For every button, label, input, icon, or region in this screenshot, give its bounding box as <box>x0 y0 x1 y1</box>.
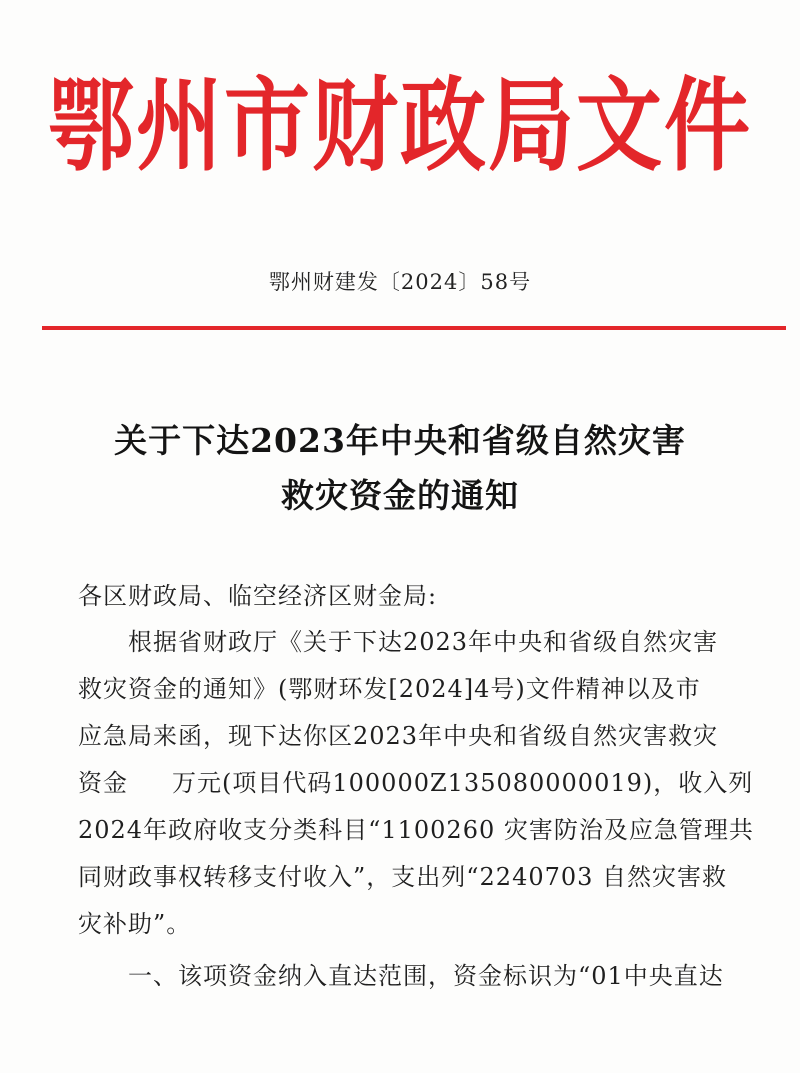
body-line: 救灾资金的通知》(鄂财环发[2024]4号)文件精神以及市 <box>78 675 701 703</box>
notice-title-line-1: 关于下达2023年中央和省级自然灾害 <box>114 421 686 460</box>
body-line: 2024年政府收支分类科目“1100260 灾害防治及应急管理共 <box>78 816 754 844</box>
red-divider-line <box>42 326 786 330</box>
body-line: 应急局来函，现下达你区2023年中央和省级自然灾害救灾 <box>78 722 719 750</box>
body-text-fragment: 万元(项目代码100000Z135080000019)，收入列 <box>172 769 754 797</box>
notice-title-line-2: 救灾资金的通知 <box>281 476 519 515</box>
salutation: 各区财政局、临空经济区财金局: <box>78 582 438 610</box>
body-text-fragment: 资金 <box>78 769 128 797</box>
body-line: 灾补助”。 <box>78 910 192 938</box>
body-line <box>78 763 753 798</box>
document-number: 鄂州财建发〔2024〕58号 <box>268 270 532 294</box>
body-line: 同财政事权转移支付收入”，支出列“2240703 自然灾害救 <box>78 863 728 891</box>
body-line: 一、该项资金纳入直达范围，资金标识为“01中央直达 <box>128 962 724 990</box>
masthead-title: 鄂州市财政局文件 <box>48 66 752 186</box>
body-line: 根据省财政厅《关于下达2023年中央和省级自然灾害 <box>128 628 719 656</box>
